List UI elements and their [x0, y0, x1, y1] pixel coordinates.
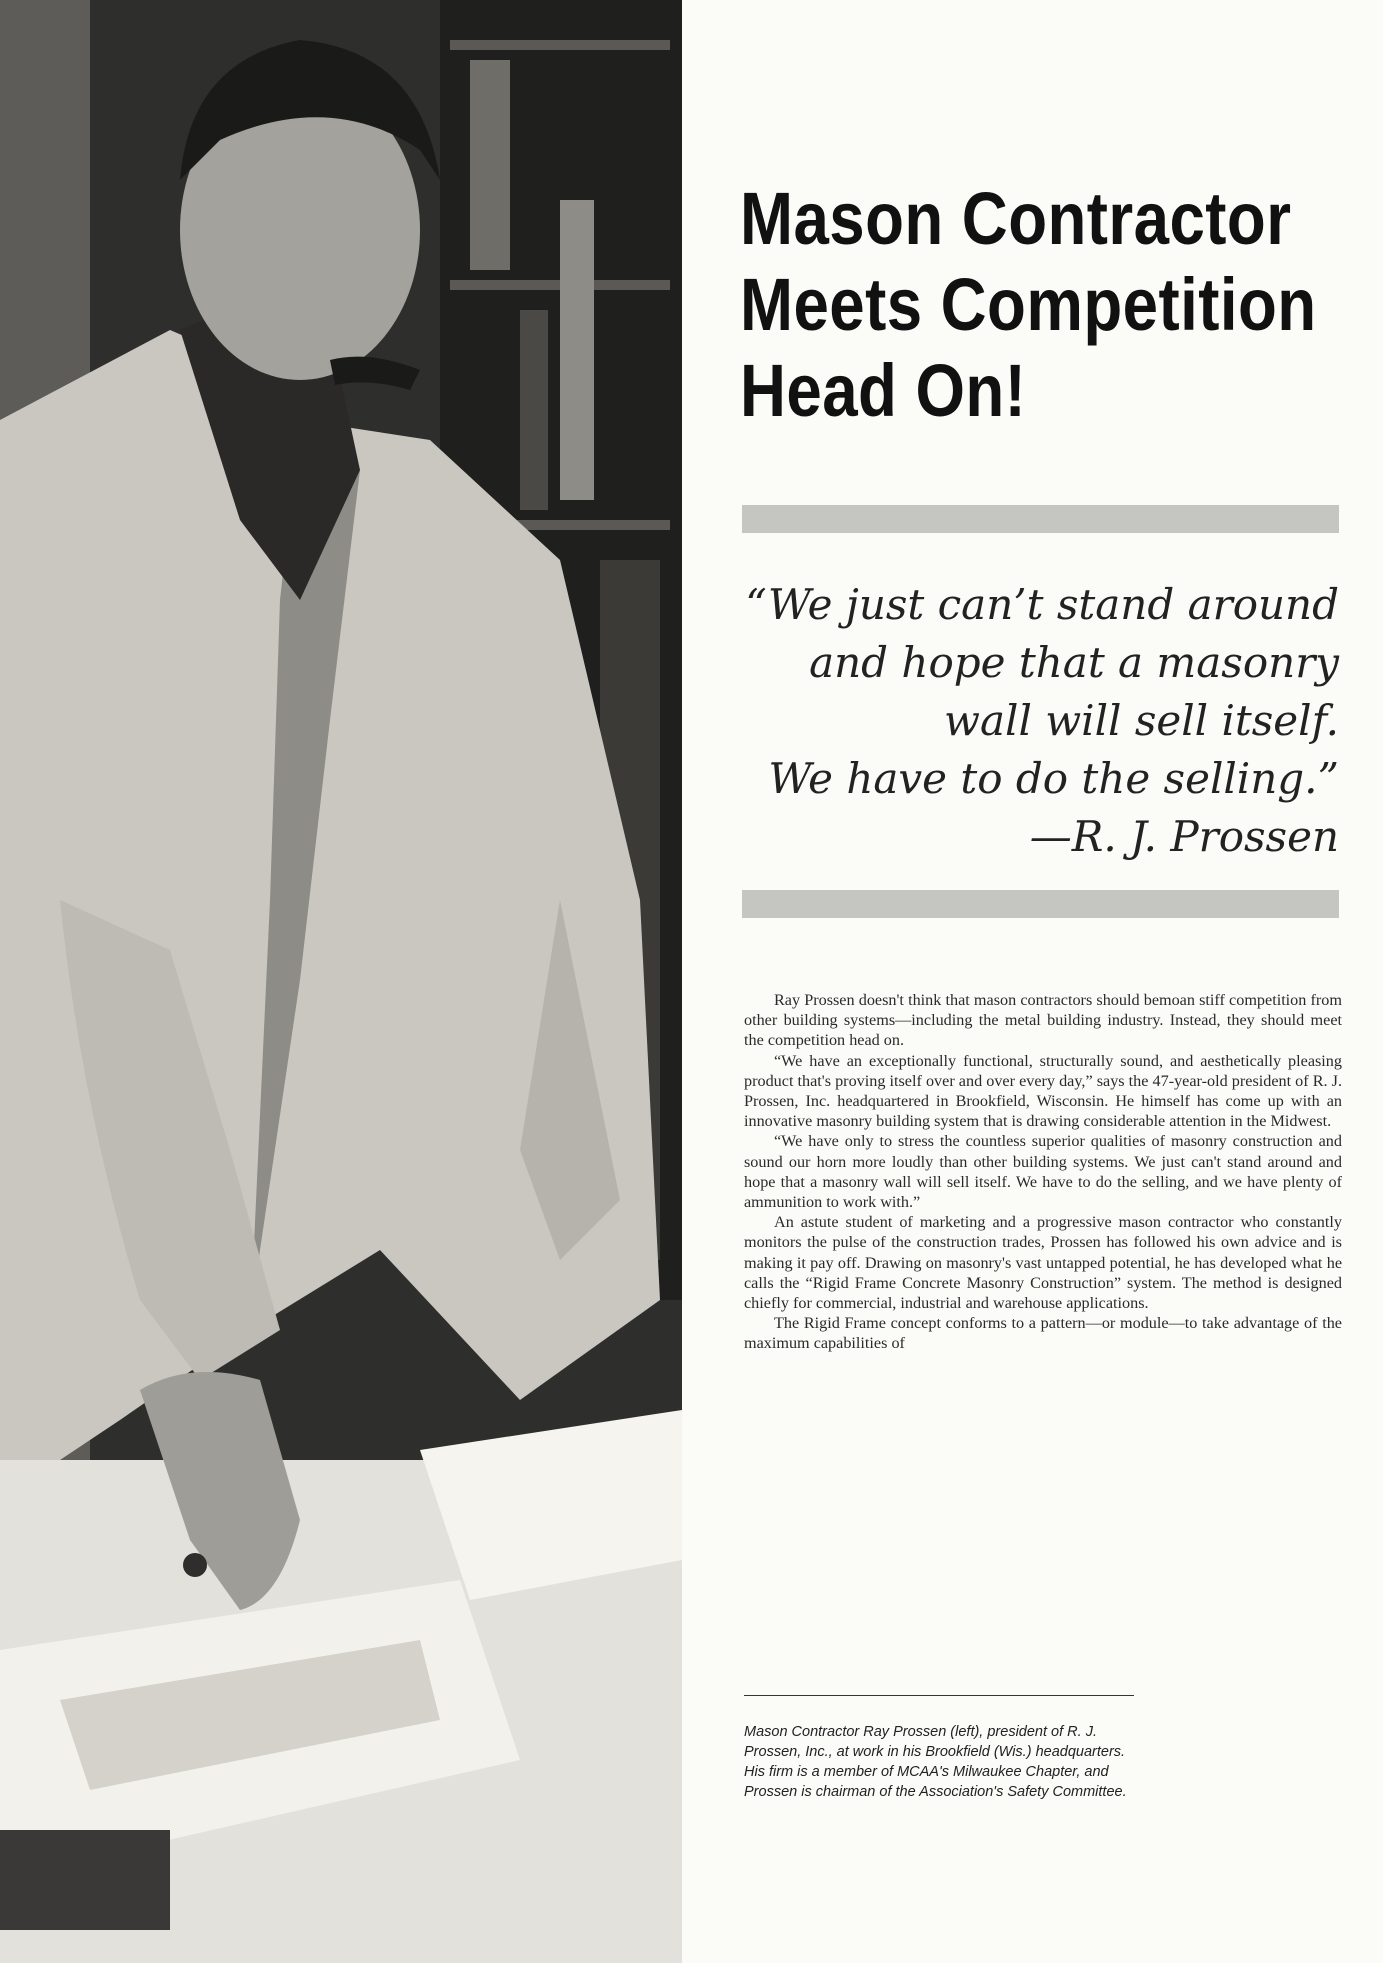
paragraph: An astute student of marketing and a progressive mason contractor who constantly monitors the pulse of the construction trades, Prossen has followed his own advice and is making it pay off. Drawing on masonry's vast untapped potential, he has developed what he calls the “Rigid Frame Concrete Masonry Construction” system. The method is designed chiefly for commercial, industrial and warehouse applications.	[744, 1213, 1342, 1313]
portrait-photo	[0, 0, 682, 1963]
headline-line: Meets Competition	[740, 263, 1317, 346]
pull-quote	[712, 576, 1339, 866]
quote-line: “We just can’t stand around	[745, 580, 1339, 629]
quote-attribution: —R. J. Prossen	[1029, 812, 1339, 861]
quote-line: We have to do the selling.”	[768, 754, 1339, 803]
divider-band	[742, 890, 1339, 918]
headline-line: Head On!	[740, 349, 1027, 432]
quote-line: and hope that a masonry	[809, 638, 1339, 687]
headline	[740, 176, 1317, 434]
paragraph: Ray Prossen doesn't think that mason contractors should bemoan stiff competition from other building systems—including the metal building industry. Instead, they should meet the competition head on.	[744, 991, 1342, 1050]
article-page	[682, 0, 1383, 1963]
divider-band	[742, 505, 1339, 533]
paragraph: “We have an exceptionally functional, structurally sound, and aesthetically pleasing product that's proving itself over and over every day,” says the 47-year-old president of R. J. Prossen, Inc. headquartered in Brookfield, Wisconsin. He himself has come up with an innovative masonry building system that is drawing considerable attention in the Midwest.	[744, 1051, 1342, 1131]
paragraph: The Rigid Frame concept conforms to a pattern—or module—to take advantage of the maximum capabilities of	[744, 1314, 1342, 1353]
quote-line: wall will sell itself.	[944, 696, 1339, 745]
photo-caption: Mason Contractor Ray Prossen (left), president of R. J. Prossen, Inc., at work in his Brookfield (Wis.) headquarters. His firm is a member of MCAA's Milwaukee Chapter, and Prossen is chairman of the Association's Safety Committee.	[744, 1724, 1127, 1800]
article-body	[744, 990, 1342, 1354]
headline-line: Mason Contractor	[740, 177, 1292, 260]
caption-divider	[744, 1695, 1134, 1696]
paragraph: “We have only to stress the countless superior qualities of masonry construction and sound our horn more loudly than other building systems. We just can't stand around and hope that a masonry wall will sell itself. We have to do the selling, and we have plenty of ammunition to work with.”	[744, 1132, 1342, 1212]
